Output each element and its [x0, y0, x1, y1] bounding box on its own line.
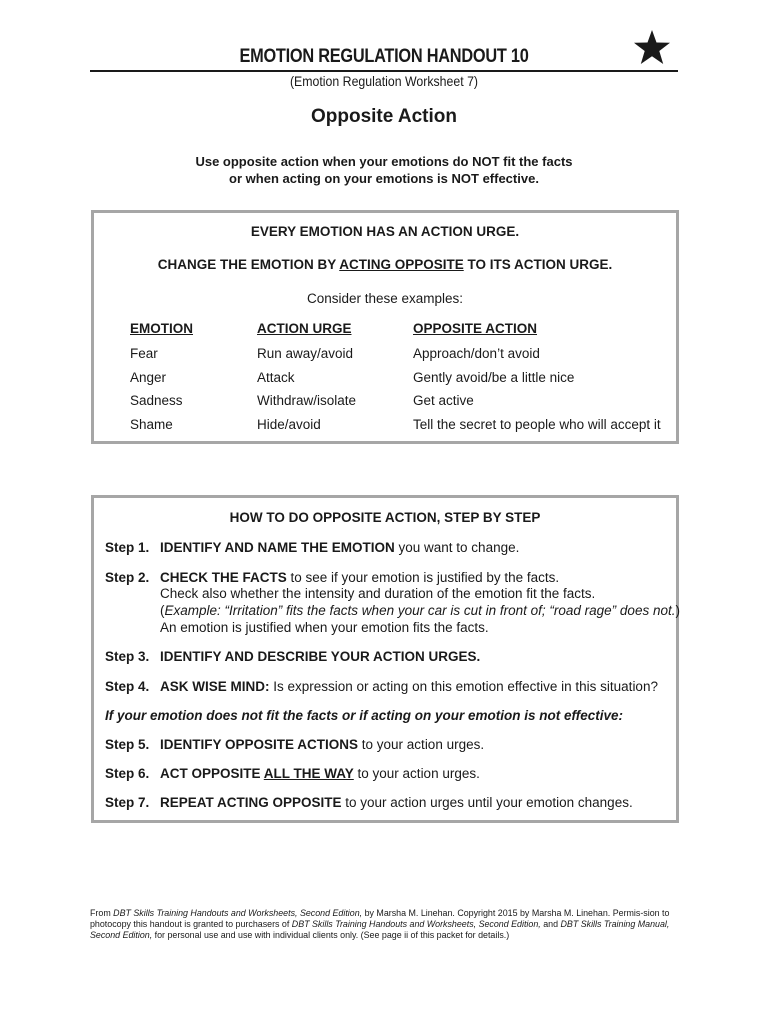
box1-line-2-pre: CHANGE THE EMOTION BY [157, 257, 340, 272]
step-4-label: Step 4. [105, 679, 150, 694]
step-6-text [160, 766, 480, 781]
handout-title: EMOTION REGULATION HANDOUT 10 [239, 46, 529, 67]
header-action-urge: ACTION URGE [257, 321, 352, 336]
box1-line-2 [94, 257, 676, 272]
row-opposite-action: Gently avoid/be a little nice [413, 370, 575, 385]
footer-text: and [540, 919, 561, 929]
step-2-example-open: ( [160, 603, 165, 618]
condition-text: If your emotion does not fit the facts or if acting on your emotion is not effective: [105, 708, 624, 723]
step-1-label: Step 1. [105, 540, 150, 555]
intro-text [90, 153, 678, 187]
row-emotion: Anger [130, 370, 167, 385]
row-opposite-action: Get active [413, 393, 474, 408]
box1-line-2-post: TO ITS ACTION URGE. [463, 257, 613, 272]
step-1-bold: IDENTIFY AND NAME THE EMOTION [160, 540, 395, 555]
steps-title: HOW TO DO OPPOSITE ACTION, STEP BY STEP [229, 510, 541, 525]
row-opposite-action: Approach/don’t avoid [413, 346, 540, 361]
star-icon [632, 28, 672, 68]
row-action-urge: Attack [257, 370, 295, 385]
step-6-label: Step 6. [105, 766, 150, 781]
step-7-rest: to your action urges until your emotion changes. [341, 795, 633, 810]
step-2-line-4: An emotion is justified when your emotion fits the facts. [160, 620, 489, 635]
page-heading: Opposite Action [310, 106, 458, 127]
step-2-line-2: Check also whether the intensity and duration of the emotion fit the facts. [160, 586, 596, 601]
step-6-emph: ALL THE WAY [263, 766, 354, 781]
intro-line-1: Use opposite action when your emotions do NOT fit the facts [195, 154, 573, 169]
step-5-text [160, 737, 484, 752]
step-4-rest: Is expression or acting on this emotion effective in this situation? [269, 679, 658, 694]
step-6-rest: to your action urges. [353, 766, 480, 781]
footer-text: for personal use and use with individual clients only. (See page ii of this packet for details.) [152, 930, 510, 940]
step-2-example-close: ) [675, 603, 680, 618]
row-action-urge: Withdraw/isolate [257, 393, 357, 408]
footer-text: by Marsha M. Linehan. Copyright 2015 by Marsha M. Linehan. Permis-sion to photocopy this handout is granted to purchasers of [90, 908, 670, 929]
row-emotion: Fear [130, 346, 158, 361]
step-2-label: Step 2. [105, 570, 150, 585]
row-emotion: Sadness [130, 393, 183, 408]
step-2-bold: CHECK THE FACTS [160, 570, 287, 585]
row-action-urge: Run away/avoid [257, 346, 354, 361]
footer-text: From [90, 908, 114, 918]
step-7-label: Step 7. [105, 795, 150, 810]
step-7-text [160, 795, 633, 810]
title-rule [90, 70, 678, 72]
header-opposite-action: OPPOSITE ACTION [413, 321, 538, 336]
step-2-example [160, 603, 680, 618]
step-5-bold: IDENTIFY OPPOSITE ACTIONS [160, 737, 359, 752]
box1-line-2-emph: ACTING OPPOSITE [339, 257, 464, 272]
action-urge-box [91, 210, 679, 444]
step-5-rest: to your action urges. [358, 737, 485, 752]
row-opposite-action: Tell the secret to people who will accept it [413, 417, 661, 432]
footer-book-title: DBT Skills Training Handouts and Worksheets, Second Edition, [113, 908, 363, 918]
consider-examples: Consider these examples: [306, 291, 464, 306]
copyright-footer [90, 908, 680, 941]
box1-line-1: EVERY EMOTION HAS AN ACTION URGE. [250, 224, 520, 239]
step-5-label: Step 5. [105, 737, 150, 752]
footer-book-title: DBT Skills Training Handouts and Worksheets, Second Edition, [291, 919, 541, 929]
footer-book-title: DBT Skills Training Manual, Second Edition, [90, 919, 670, 940]
steps-box [91, 495, 679, 823]
worksheet-reference: (Emotion Regulation Worksheet 7) [289, 73, 479, 89]
step-1-text [160, 540, 519, 555]
step-4-bold: ASK WISE MIND: [160, 679, 270, 694]
row-emotion: Shame [130, 417, 173, 432]
intro-line-2: or when acting on your emotions is NOT effective. [229, 171, 539, 186]
step-2-text [160, 570, 559, 585]
step-2-rest: to see if your emotion is justified by the facts. [286, 570, 560, 585]
step-2-example-italic: Example: “Irritation” fits the facts when your car is cut in front of; “road rage” does not. [164, 603, 676, 618]
row-action-urge: Hide/avoid [257, 417, 321, 432]
step-1-rest: you want to change. [394, 540, 520, 555]
header-emotion: EMOTION [130, 321, 193, 336]
step-4-text [160, 679, 658, 694]
step-6-bold: ACT OPPOSITE [160, 766, 264, 781]
step-3-label: Step 3. [105, 649, 150, 664]
step-3-text: IDENTIFY AND DESCRIBE YOUR ACTION URGES. [160, 649, 481, 664]
step-7-bold: REPEAT ACTING OPPOSITE [160, 795, 342, 810]
